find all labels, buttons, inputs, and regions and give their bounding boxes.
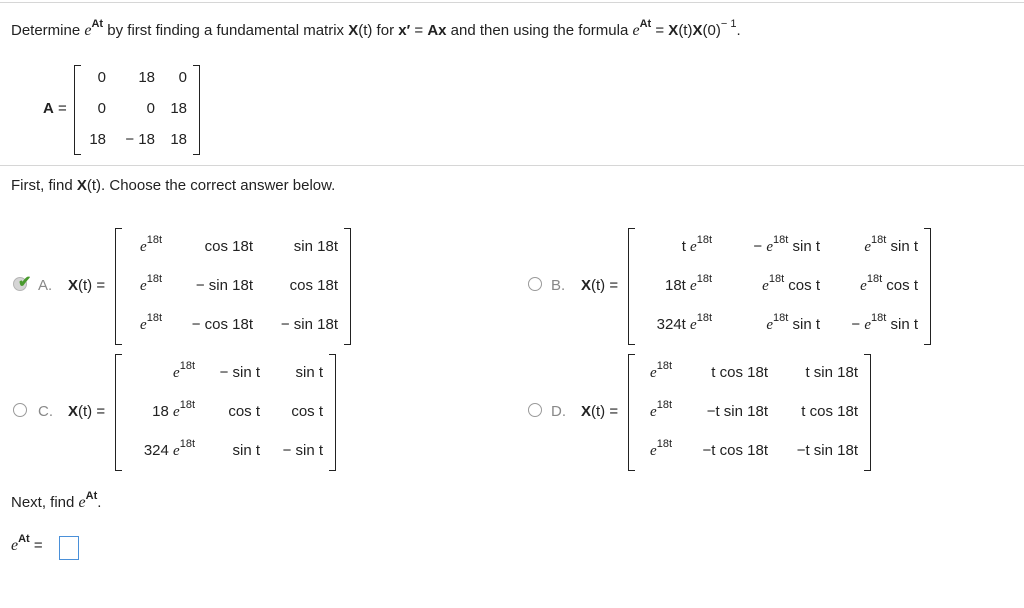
option-b-cell: $e^{18t}$ sin t — [766, 312, 820, 333]
option-d-letter: D. — [551, 403, 566, 420]
option-c-label: X(t) = — [68, 403, 106, 420]
option-a-cell: $e^{18t}$ — [140, 234, 162, 255]
option-d-left-bracket — [628, 354, 635, 471]
check-icon: ✔ — [18, 274, 32, 291]
option-c-left-bracket — [115, 354, 122, 471]
option-a-cell: cos 18t — [289, 277, 338, 294]
option-a-letter: A. — [38, 277, 53, 294]
matrix-a-cell: 0 — [178, 69, 187, 86]
option-b-label: X(t) = — [581, 277, 619, 294]
option-d-right-bracket — [864, 354, 871, 471]
matrix-a-right-bracket — [193, 65, 200, 155]
option-b-cell: $e^{18t}$ cos t — [860, 273, 918, 294]
option-c-letter: C. — [38, 403, 53, 420]
option-d-cell: −t sin 18t — [796, 442, 858, 459]
section-divider — [0, 165, 1024, 166]
question-text: Determine $e^{At}$ by first finding a fundamental matrix X(t) for x′ = Ax and then using the formula $e^{At} = X(t)X(0)^{- 1}$. — [11, 18, 741, 39]
option-c-cell: $e^{18t}$ — [173, 360, 195, 381]
option-d-cell: t cos 18t — [801, 403, 858, 420]
option-c-cell: − sin t — [219, 364, 260, 381]
answer-label: $e^{At}$ = — [11, 533, 43, 554]
option-c-cell: 18 $e^{18t}$ — [152, 399, 195, 420]
option-d-label: X(t) = — [581, 403, 619, 420]
option-b-cell: 18t $e^{18t}$ — [665, 273, 712, 294]
matrix-a-label: A — [43, 100, 54, 117]
option-a-cell: $e^{18t}$ — [140, 312, 162, 333]
matrix-a-left-bracket — [74, 65, 81, 155]
option-d-cell: $e^{18t}$ — [650, 360, 672, 381]
option-b-cell: $e^{18t}$ sin t — [864, 234, 918, 255]
option-d-cell: $e^{18t}$ — [650, 399, 672, 420]
option-a-cell: − cos 18t — [191, 316, 253, 333]
matrix-a-cell: 0 — [146, 100, 155, 117]
option-b-letter: B. — [551, 277, 566, 294]
option-a-label: X(t) = — [68, 277, 106, 294]
option-b-cell: t $e^{18t}$ — [681, 234, 712, 255]
option-d-cell: −t cos 18t — [702, 442, 768, 459]
option-b-left-bracket — [628, 228, 635, 345]
option-d-cell: t sin 18t — [805, 364, 858, 381]
option-c-radio[interactable] — [13, 403, 27, 417]
matrix-a-cell: 18 — [138, 69, 155, 86]
matrix-a-cell: 0 — [97, 69, 106, 86]
option-b-cell: − $e^{18t}$ sin t — [851, 312, 918, 333]
option-d-cell: t cos 18t — [711, 364, 768, 381]
option-d-radio[interactable] — [528, 403, 542, 417]
option-c-cell: 324 $e^{18t}$ — [143, 438, 195, 459]
option-b-cell: $e^{18t}$ cos t — [762, 273, 820, 294]
answer-input[interactable] — [59, 536, 79, 560]
option-b-right-bracket — [924, 228, 931, 345]
matrix-a-cell: 18 — [170, 100, 187, 117]
option-a-right-bracket — [344, 228, 351, 345]
matrix-a-cell: 18 — [89, 131, 106, 148]
matrix-a-cell: − 18 — [125, 131, 155, 148]
option-b-cell: 324t $e^{18t}$ — [656, 312, 712, 333]
option-a-cell: cos 18t — [204, 238, 253, 255]
top-divider — [0, 2, 1024, 3]
option-a-cell: − sin 18t — [195, 277, 253, 294]
option-d-cell: $e^{18t}$ — [650, 438, 672, 459]
option-c-right-bracket — [329, 354, 336, 471]
option-c-cell: cos t — [228, 403, 260, 420]
option-c-cell: sin t — [295, 364, 323, 381]
option-c-cell: sin t — [232, 442, 260, 459]
next-prompt: Next, find $e^{At}$. — [11, 490, 102, 511]
matrix-a-cell: 18 — [170, 131, 187, 148]
option-a-cell: $e^{18t}$ — [140, 273, 162, 294]
option-d-cell: −t sin 18t — [706, 403, 768, 420]
option-a-cell: sin 18t — [293, 238, 338, 255]
option-b-cell: − $e^{18t}$ sin t — [753, 234, 820, 255]
option-b-radio[interactable] — [528, 277, 542, 291]
option-a-left-bracket — [115, 228, 122, 345]
first-prompt: First, find X(t). Choose the correct answer below. — [11, 177, 336, 194]
matrix-a-cell: 0 — [97, 100, 106, 117]
option-a-cell: − sin 18t — [280, 316, 338, 333]
option-c-cell: − sin t — [282, 442, 323, 459]
option-c-cell: cos t — [291, 403, 323, 420]
